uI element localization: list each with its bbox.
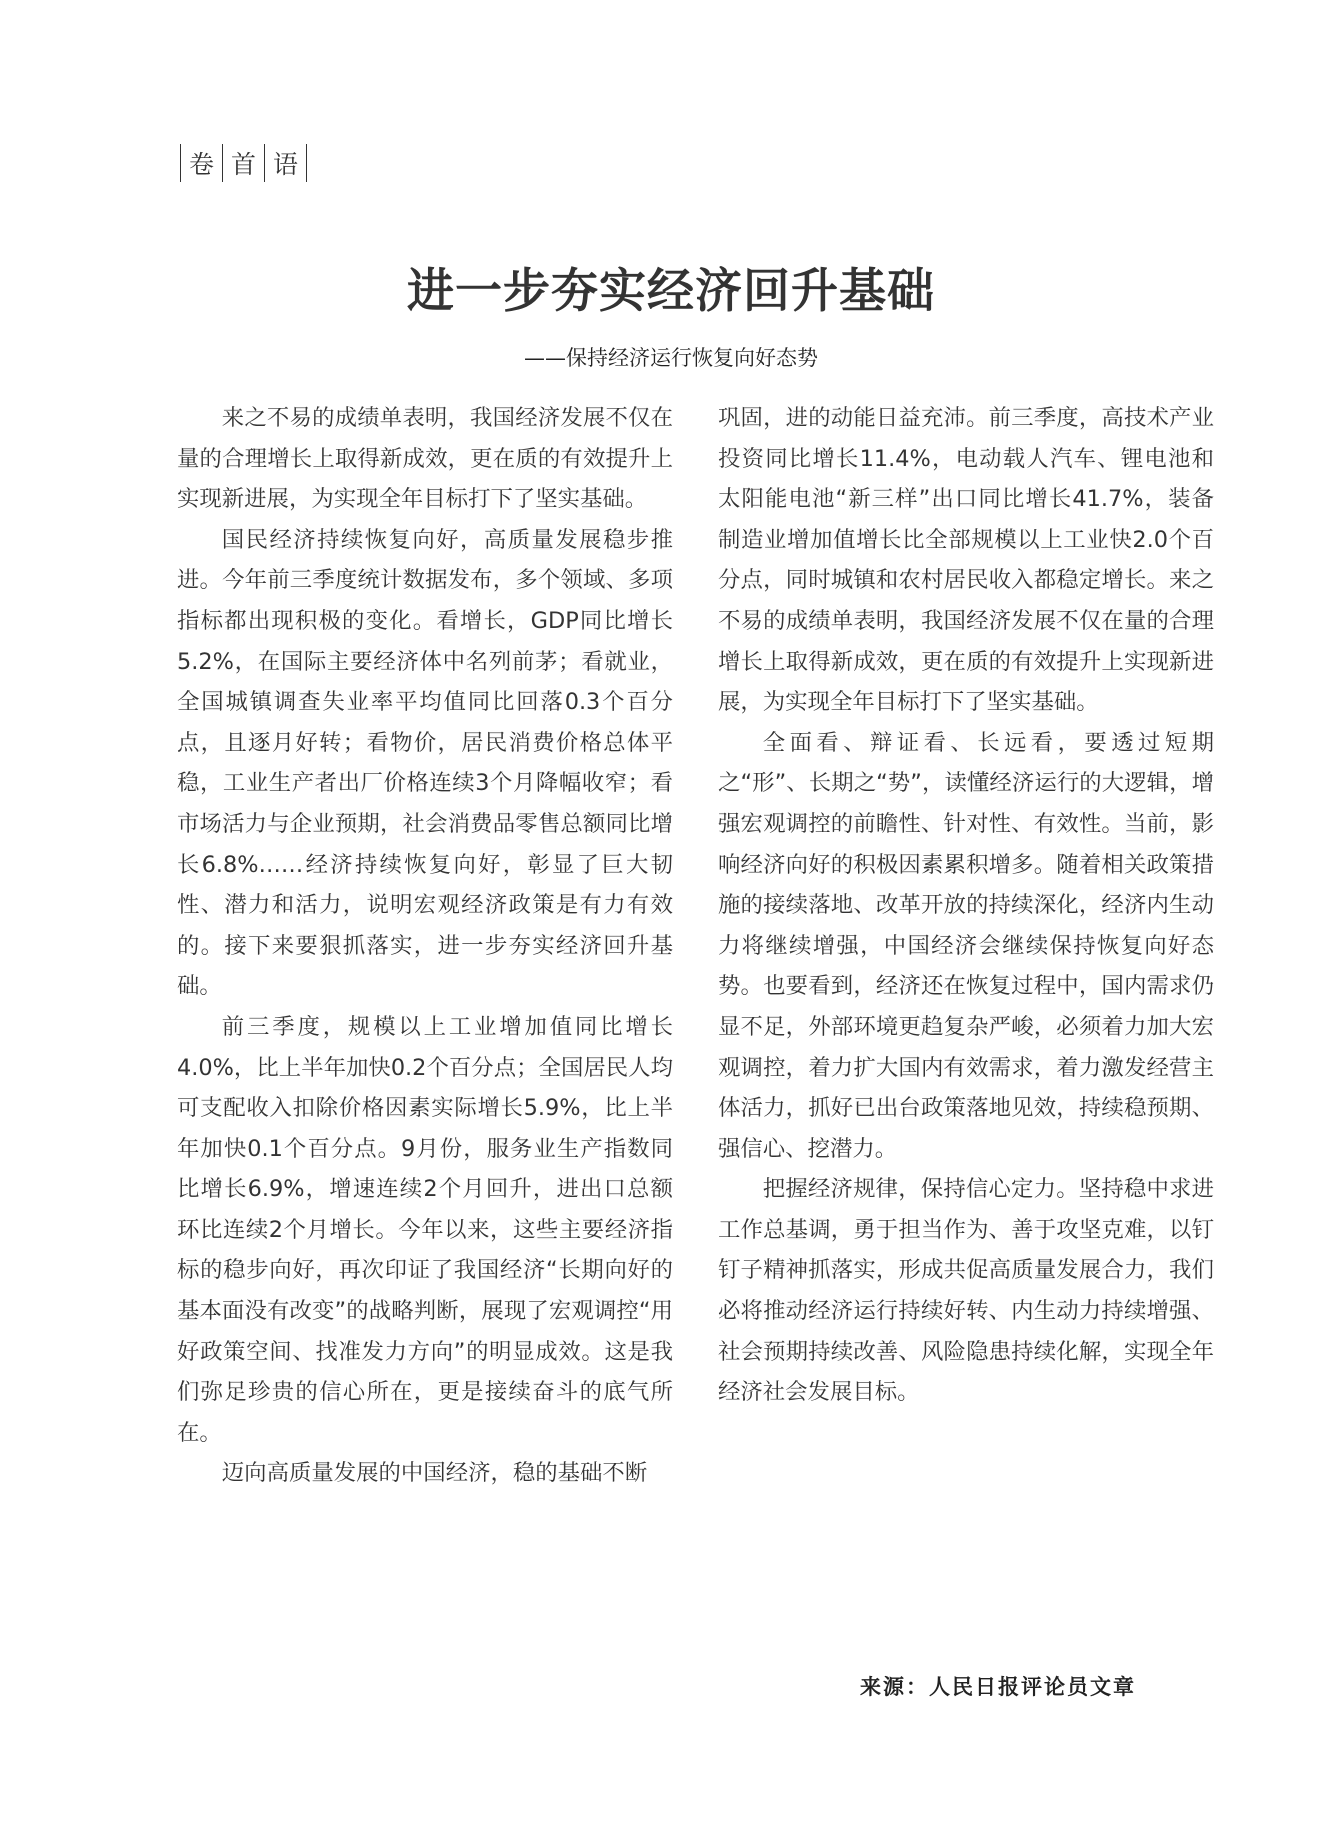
paragraph-continuation: 巩固，进的动能日益充沛。前三季度，高技术产业投资同比增长11.4%，电动载人汽车、锂电池和太阳能电池“新三样”出口同比增长41.7%，装备制造业增加值增长比全部规模以上工业快2.0个百分点，同时城镇和农村居民收入都稳定增长。来之不易的成绩单表明，我国经济发展不仅在量的合理增长上取得新成效，更在质的有效提升上实现新进展，为实现全年目标打下了坚实基础。 [718, 405, 1214, 716]
right-column [718, 398, 1214, 1413]
paragraph: 全面看、辩证看、长远看，要透过短期之“形”、长期之“势”，读懂经济运行的大逻辑，增强宏观调控的前瞻性、针对性、有效性。当前，影响经济向好的积极因素累积增多。随着相关政策措施的接续落地、改革开放的持续深化，经济内生动力将继续增强，中国经济会继续保持恢复向好态势。也要看到，经济还在恢复过程中，国内需求仍显不足，外部环境更趋复杂严峻，必须着力加大宏观调控，着力扩大国内有效需求，着力激发经营主体活力，抓好已出台政策落地见效，持续稳预期、强信心、挖潜力。 [718, 729, 1214, 1162]
left-column [177, 398, 673, 1494]
article-subtitle: ——保持经济运行恢复向好态势 [524, 346, 818, 370]
section-label-char: 首 [231, 150, 257, 179]
section-label [173, 143, 314, 183]
source-credit: 来源：人民日报评论员文章 [860, 1674, 1136, 1699]
paragraph: 国民经济持续恢复向好，高质量发展稳步推进。今年前三季度统计数据发布，多个领域、多项指标都出现积极的变化。看增长，GDP同比增长5.2%，在国际主要经济体中名列前茅；看就业，全国城镇调查失业率平均值同比回落0.3个百分点，且逐月好转；看物价，居民消费价格总体平稳，工业生产者出厂价格连续3个月降幅收窄；看市场活力与企业预期，社会消费品零售总额同比增长6.8%……经济持续恢复向好，彰显了巨大韧性、潜力和活力，说明宏观经济政策是有力有效的。接下来要狠抓落实，进一步夯实经济回升基础。 [177, 526, 673, 1000]
paragraph: 来之不易的成绩单表明，我国经济发展不仅在量的合理增长上取得新成效，更在质的有效提升上实现新进展，为实现全年目标打下了坚实基础。 [177, 405, 673, 513]
divider [222, 144, 223, 182]
paragraph: 前三季度，规模以上工业增加值同比增长4.0%，比上半年加快0.2个百分点；全国居民人均可支配收入扣除价格因素实际增长5.9%，比上半年加快0.1个百分点。9月份，服务业生产指数同比增长6.9%，增速连续2个月回升，进出口总额环比连续2个月增长。今年以来，这些主要经济指标的稳步向好，再次印证了我国经济“长期向好的基本面没有改变”的战略判断，展现了宏观调控“用好政策空间、找准发力方向”的明显成效。这是我们弥足珍贵的信心所在，更是接续奋斗的底气所在。 [177, 1013, 673, 1446]
section-label-char: 卷 [189, 150, 215, 179]
paragraph: 迈向高质量发展的中国经济，稳的基础不断 [221, 1460, 648, 1487]
paragraph: 把握经济规律，保持信心定力。坚持稳中求进工作总基调，勇于担当作为、善于攻坚克难，以钉钉子精神抓落实，形成共促高质量发展合力，我们必将推动经济运行持续好转、内生动力持续增强、社会预期持续改善、风险隐患持续化解，实现全年经济社会发展目标。 [718, 1176, 1214, 1406]
divider [306, 144, 307, 182]
section-label-char: 语 [273, 150, 299, 179]
divider [180, 144, 181, 182]
divider [264, 144, 265, 182]
article-title: 进一步夯实经济回升基础 [407, 264, 935, 319]
